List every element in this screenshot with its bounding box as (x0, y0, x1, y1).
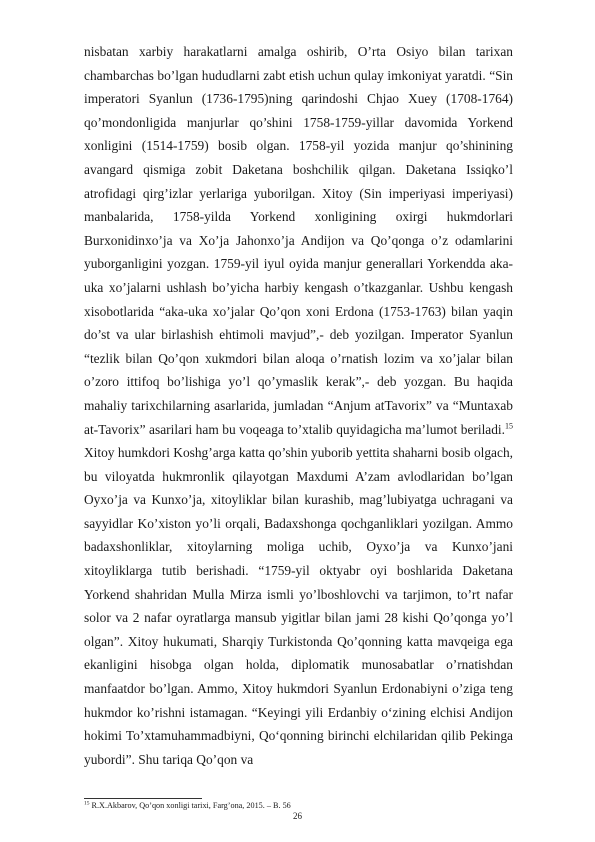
footnote (84, 801, 513, 811)
main-body-text (84, 40, 513, 771)
footnote-text: R.X.Akbarov, Qo’qon xonligi tarixi, Farg’ona, 2015. – B. 56 (89, 801, 291, 810)
text-after-footnote-ref: Xitoy humkdori Koshg’arga katta qo’shin yuborib yettita shaharni bosib olgach, bu viloyatda hukmronlik qilayotgan Maxdumi A’zam avlodlaridan bo’lgan Oyxo’ja va Kunxo’ja, xitoyliklar bilan kurashib, mag’lubiyatga uchragani va sayyidlar Ko’xiston yo’li orqali, Badaxshonga qochganliklari yozilgan. Ammo badaxshonliklar, xitoylarning moliga uchib, Oyxo’ja va Kunxo’jani xitoyliklarga tutib berishadi. “1759-yil oktyabr oyi boshlarida Daketana Yorkend shahridan Mulla Mirza ismli yo’lboshlovchi va tarjimon, to’rt nafar solor va 2 nafar oyratlarga mansub yigitlar bilan jami 28 kishi Qo’qonga yo’l olgan”. Xitoy hukumati, Sharqiy Turkistonda Qo’qonning katta mavqeiga ega ekanligini hisobga olgan holda, diplomatik munosabatlar o’rnatishdan manfaatdor bo’lgan. Ammo, Xitoy hukmdori Syanlun Erdonabiyni o’ziga teng hukmdor ko’rishni istamagan. “Keyingi yili Erdanbiy o‘zining elchisi Andijon hokimi To’xtamuhammadbiyni, Qo‘qonning birinchi elchilaridan qilib Pekinga yubordi”. Shu tariqa Qo’qon va (84, 445, 513, 767)
footnote-marker: 15 (84, 800, 90, 807)
footnote-reference[interactable]: 15 (505, 421, 513, 431)
page-number: 26 (293, 811, 302, 821)
footnote-separator (84, 798, 202, 799)
paragraph (84, 40, 513, 771)
text-before-footnote-ref: nisbatan xarbiy harakatlarni amalga oshirib, O’rta Osiyo bilan tarixan chambarchas bo’lgan hududlarni zabt etish uchun qulay imkoniyat yaratdi. “Sin imperatori Syanlun (1736-1795)ning qarindoshi Chjao Xuey (1708-1764) qo’mondonligida manjurlar qo’shini 1758-1759-yillar davomida Yorkend xonligini (1514-1759) bosib olgan. 1758-yil yozida manjur qo’shinining avangard qismiga zobit Daketana boshchilik qilgan. Daketana Issiqko’l atrofidagi qirg’izlar yerlariga yuborilgan. Xitoy (Sin imperiyasi imperiyasi) manbalarida, 1758-yilda Yorkend xonligining oxirgi hukmdorlari Burxonidinxo’ja va Xo’ja Jahonxo’ja Andijon va Qo’qonga o’z odamlarini yuborganligini yozgan. 1759-yil iyul oyida manjur generallari Yorkendda aka-uka xo’jalarni ushlash bo’yicha harbiy kengash o’tkazganlar. Ushbu kengash xisobotlarida “aka-uka xo’jalar Qo’qon xoni Erdona (1753-1763) bilan yaqin do’st va ular birlashish ehtimoli mavjud”,- deb yozilgan. Imperator Syanlun “tezlik bilan Qo’qon xukmdori bilan aloqa o’rnatish lozim va xo’jalar bilan o’zoro ittifoq bo’lishiga yo’l qo’ymaslik kerak”,- deb yozgan. Bu haqida mahaliy tarixchilarning asarlarida, jumladan “Anjum atTavorix” va “Muntaxab at-Tavorix” asarilari ham bu voqeaga to’xtalib quyidagicha ma’lumot beriladi. (84, 44, 513, 437)
